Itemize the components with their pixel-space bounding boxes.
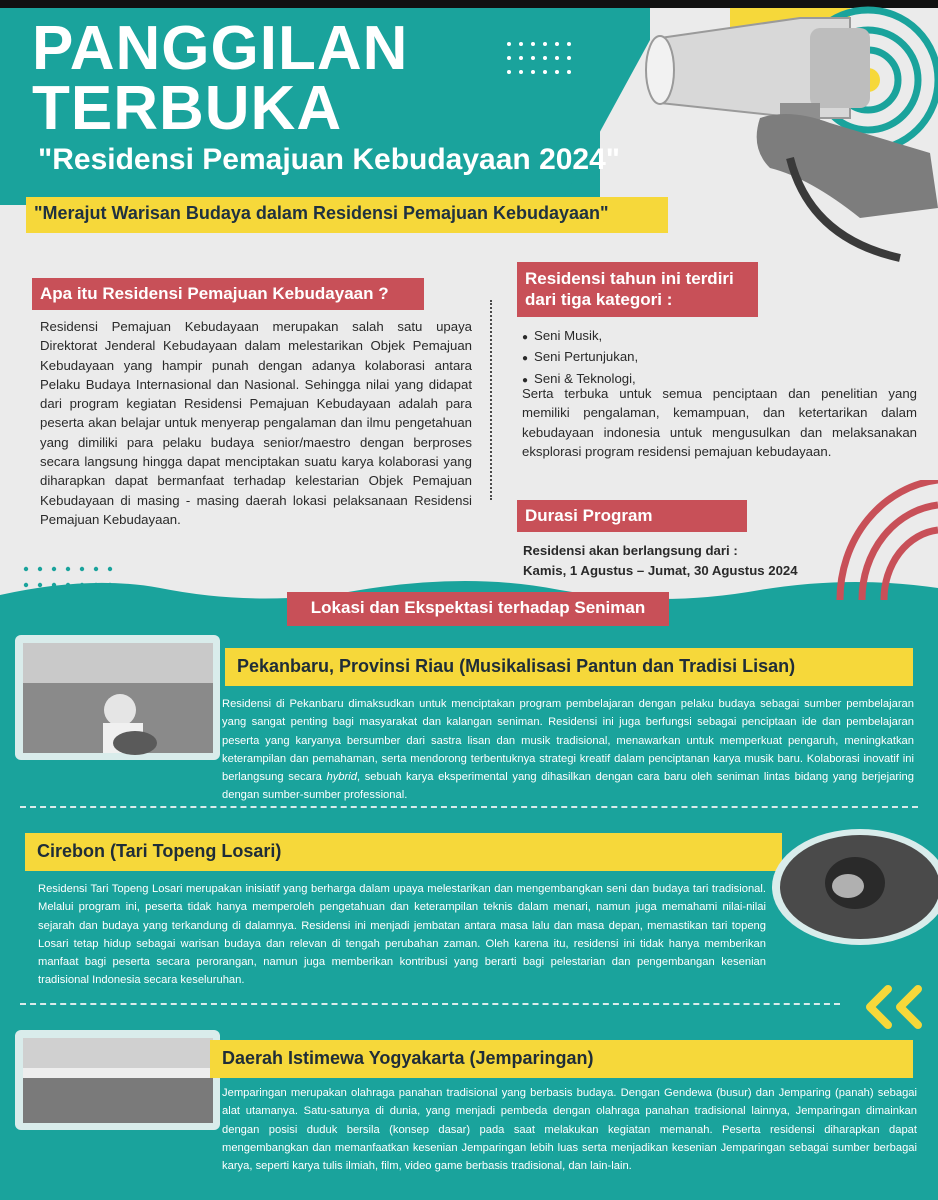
location-title-pekanbaru: Pekanbaru, Provinsi Riau (Musikalisasi Pantun dan Tradisi Lisan): [225, 648, 913, 686]
megaphone-illustration: [640, 8, 938, 278]
section-divider: [20, 806, 918, 808]
location-body-pekanbaru: Residensi di Pekanbaru dimaksudkan untuk menciptakan program pembelajaran dengan pelaku budaya sebagai sumber pembelajaran yang sangat penting bagi masyarakat dan kalangan seniman. Residensi ini juga berfungsi sebagai penciptaan ide dan pembelajaran peserta yang karyanya bersumber dari sastra lisan dan musik tradisional, menawarkan untuk memperkuat pengaruh, meningkatkan keterampilan dan pemahaman, serta mendorong terbentuknya strategi kreatif dalam penciptanan karya musik baru. Kolaborasi inovatif ini berlangsung secara hybrid, sebuah karya eksperimental yang dihasilkan dengan cara baru oleh seniman lintas bidang yang berjejaring dengan sumber-sumber professional.: [222, 698, 914, 802]
chevron-left-icon: [860, 985, 930, 1030]
duration-dates: Kamis, 1 Agustus – Jumat, 30 Agustus 2024: [523, 563, 798, 578]
location-body-yogyakarta: Jemparingan merupakan olahraga panahan tradisional yang berbasis budaya. Dengan Gendewa (busur) dan Jemparing (panah) sebagai alat utamanya. Satu-satunya di dunia, yang menjadi pembeda dengan olahraga panahan tradisional lainnya, Jemparingan dimainkan dengan posisi duduk bersila (konsep dasar) pada saat melakukan kegiatan memanah. Peserta residensi diharapkan dapat mengembangkan dan memanfaatkan kesenian Jemparingan lebih luas serta menjadikan kesenian Jemparingan sebagai sumber berbagai karya, seperti karya tulis ilmiah, film, video game berbasis tradisional, dan lain-lain.: [222, 1087, 917, 1173]
column-divider: [490, 300, 492, 500]
categories-list: [522, 326, 917, 390]
categories-body: Serta terbuka untuk semua penciptaan dan penelitian yang memiliki pengalaman, kemampuan, dan ketertarikan dalam kebudayaan indonesia untuk mengusulkan dan melaksanakan eksplorasi program residensi pemajuan kebudayaan.: [522, 386, 917, 459]
locations-heading: Lokasi dan Ekspektasi terhadap Seniman: [287, 592, 669, 626]
list-item: ● Seni & Teknologi,: [522, 369, 917, 390]
dot-grid-decoration: [505, 40, 575, 80]
categories-heading: [517, 262, 758, 317]
categories-heading-line2: dari tiga kategori :: [525, 290, 673, 309]
section-divider: [20, 1003, 840, 1005]
location-title-cirebon: Cirebon (Tari Topeng Losari): [25, 833, 782, 871]
photo-cirebon: [770, 828, 938, 946]
tagline: "Merajut Warisan Budaya dalam Residensi Pemajuan Kebudayaan": [34, 203, 609, 223]
page-title-line2: TERBUKA: [32, 74, 343, 143]
page-subtitle: "Residensi Pemajuan Kebudayaan 2024": [38, 143, 621, 176]
duration-heading: Durasi Program: [517, 500, 747, 532]
categories-heading-line1: Residensi tahun ini terdiri: [525, 269, 734, 288]
duration-line1: Residensi akan berlangsung dari :: [523, 543, 738, 558]
list-item: ● Seni Pertunjukan,: [522, 347, 917, 368]
location-body-cirebon: Residensi Tari Topeng Losari merupakan inisiatif yang berharga dalam upaya melestarikan dan mengembangkan seni dan budaya tari tradisional. Melalui program ini, peserta tidak hanya memperoleh pengetahuan dan keterampilan teknis dalam menari, namun juga memahami nilai-nilai sejarah dan budaya yang terkandung di dalamnya. Residensi ini menjadi jembatan antara masa lalu dan masa depan, memastikan tari topeng Losari tetap hidup sebagai warisan budaya dan relevan di tengah perubahan zaman. Oleh karena itu, residensi ini tidak hanya memberikan manfaat bagi peserta secara perorangan, namun juga memberikan kontribusi yang berarti bagi pelestarian dan pengembangan kesenian tradisional Indonesia secara keseluruhan.: [38, 883, 766, 987]
location-title-yogyakarta: Daerah Istimewa Yogyakarta (Jemparingan): [210, 1040, 913, 1078]
about-body: Residensi Pemajuan Kebudayaan merupakan salah satu upaya Direktorat Jenderal Kebudayaan dalam melestarikan Objek Pemajuan Kebudayaan yang hampir punah dengan adanya kolaborasi antara Pelaku Budaya Internasional dan Nasional. Sehingga nilai yang didapat dari program kegiatan Residensi Pemajuan Kebudayaan adalah para peserta akan belajar untuk menyerap pengalaman dan ilmu pengetahuan yang dimiliki para pelaku budaya senior/maestro dengan berproses secara langsung hingga dapat menciptakan suatu karya kolaborasi yang diharapkan dapat bermanfaat terhadap kelestarian Objek Pemajuan Kebudayaan di masing - masing daerah lokasi pelaksanaan Residensi Pemajuan Kebudayaan.: [40, 319, 472, 527]
photo-pekanbaru: [15, 635, 220, 760]
about-heading: Apa itu Residensi Pemajuan Kebudayaan ?: [32, 278, 424, 310]
list-item: ● Seni Musik,: [522, 326, 917, 347]
photo-yogyakarta: [15, 1030, 220, 1130]
page-title-line1: PANGGILAN: [32, 14, 409, 83]
